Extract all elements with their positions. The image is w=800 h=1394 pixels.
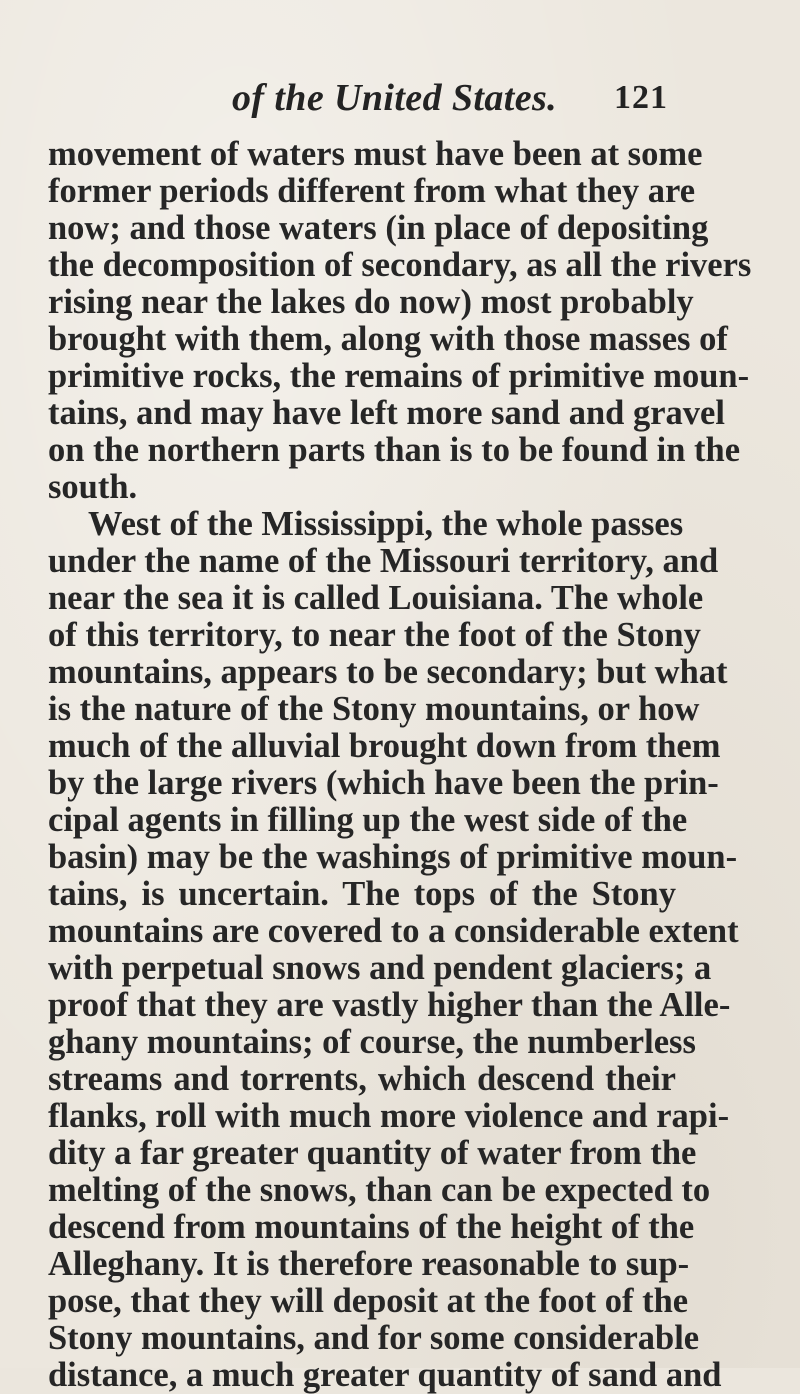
text-line: ghany mountains; of course, the numberless	[48, 1023, 696, 1061]
text-line: proof that they are vastly higher than the Alle-	[48, 986, 731, 1024]
text-line: tains, is uncertain. The tops of the Stony	[48, 875, 676, 913]
text-line: brought with them, along with those masses of	[48, 320, 728, 358]
text-line: much of the alluvial brought down from them	[48, 727, 721, 765]
text-line: on the northern parts than is to be found in the	[48, 431, 741, 469]
text-line: under the name of the Missouri territory, and	[48, 542, 719, 580]
text-line: melting of the snows, than can be expected to	[48, 1171, 711, 1209]
text-line: movement of waters must have been at some	[48, 135, 703, 173]
running-title: of the United States.	[232, 77, 558, 119]
text-line: mountains, appears to be secondary; but what	[48, 653, 728, 691]
page-number: 121	[614, 79, 668, 116]
text-line: distance, a much greater quantity of sand and	[48, 1356, 722, 1394]
text-line: basin) may be the washings of primitive moun-	[48, 838, 738, 876]
text-line: the decomposition of secondary, as all the rivers	[48, 246, 752, 284]
running-head	[0, 76, 800, 126]
text-line: primitive rocks, the remains of primitive moun-	[48, 357, 750, 395]
text-line: flanks, roll with much more violence and rapi-	[48, 1097, 730, 1135]
text-line: descend from mountains of the height of the	[48, 1208, 695, 1246]
text-line: is the nature of the Stony mountains, or how	[48, 690, 700, 728]
text-line: now; and those waters (in place of depositing	[48, 209, 709, 247]
text-line: tains, and may have left more sand and gravel	[48, 394, 725, 432]
paragraph-end-line: south.	[48, 468, 138, 506]
text-line: near the sea it is called Louisiana. The whole	[48, 579, 704, 617]
text-line: cipal agents in filling up the west side of the	[48, 801, 688, 839]
paragraph-start-line: West of the Mississippi, the whole passes	[88, 505, 684, 543]
text-line: rising near the lakes do now) most probably	[48, 283, 694, 321]
text-line: pose, that they will deposit at the foot of the	[48, 1282, 689, 1320]
text-line: mountains are covered to a considerable extent	[48, 912, 739, 950]
text-line: dity a far greater quantity of water from the	[48, 1134, 697, 1172]
text-line: former periods different from what they are	[48, 172, 696, 210]
body-text	[48, 135, 752, 1394]
text-line: with perpetual snows and pendent glaciers; a	[48, 949, 712, 987]
text-line: Stony mountains, and for some considerable	[48, 1319, 700, 1357]
text-line: of this territory, to near the foot of the Stony	[48, 616, 701, 654]
text-line: Alleghany. It is therefore reasonable to sup-	[48, 1245, 690, 1283]
text-line: by the large rivers (which have been the prin-	[48, 764, 719, 802]
text-line: streams and torrents, which descend their	[48, 1060, 676, 1098]
